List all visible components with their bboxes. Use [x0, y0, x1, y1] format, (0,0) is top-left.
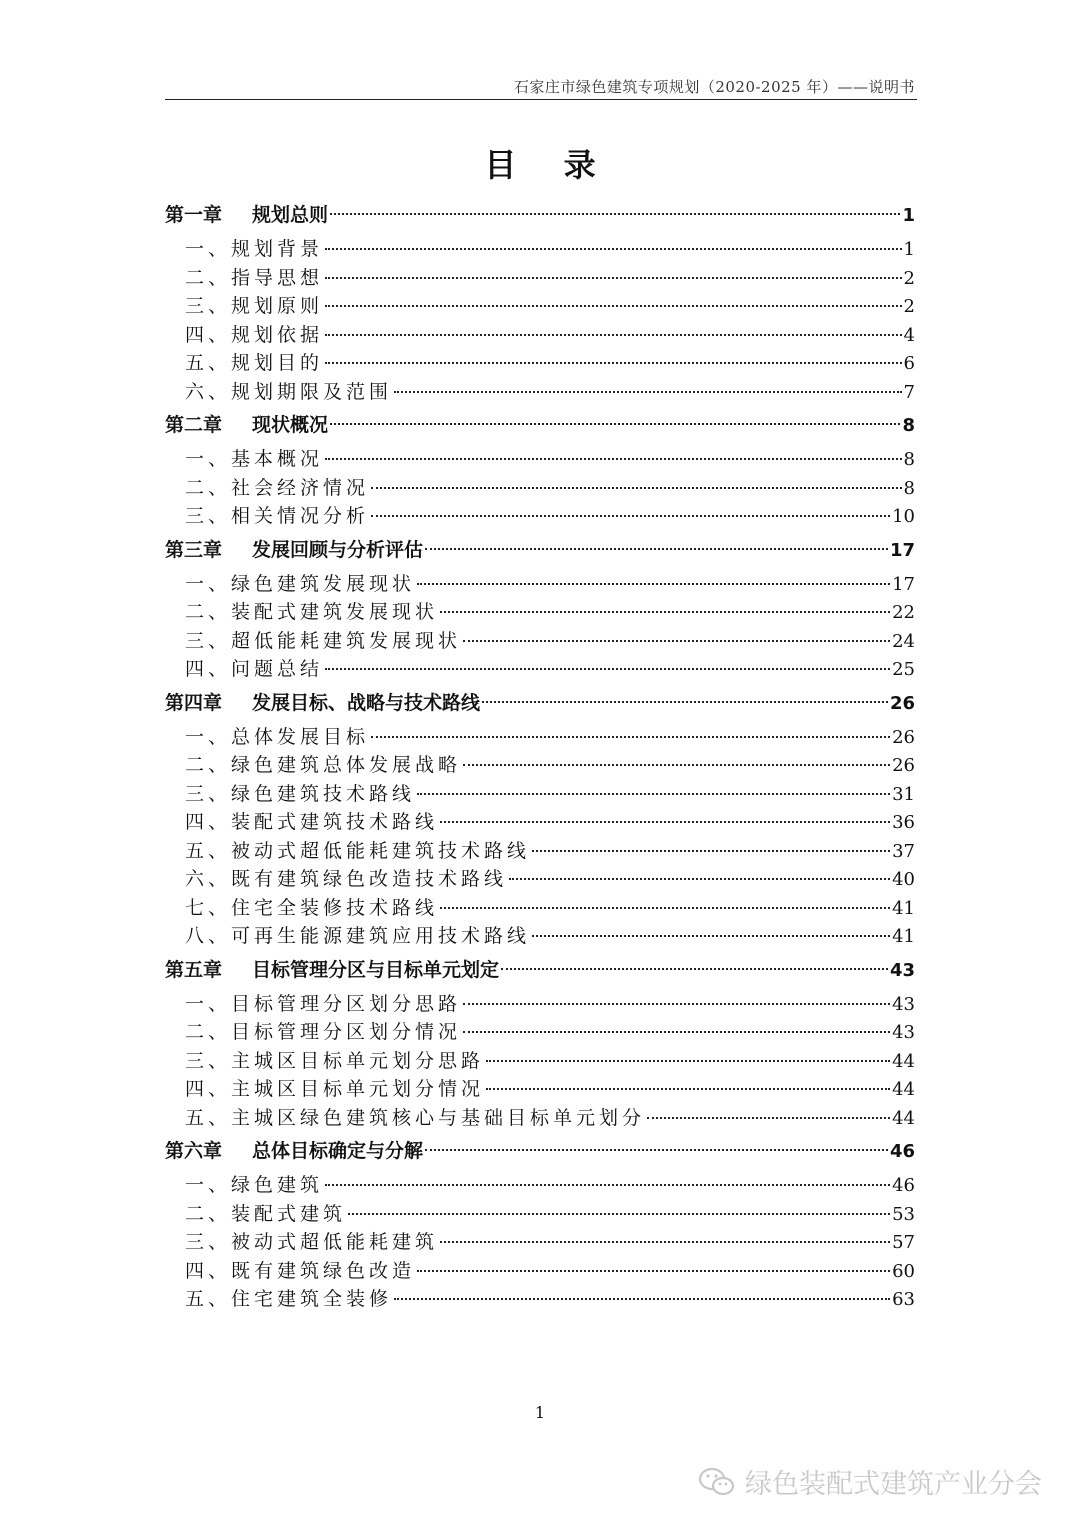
toc-section-row[interactable] [165, 502, 915, 531]
toc-page-number: 10 [892, 506, 915, 527]
toc-entry-label: 被动式超低能耗建筑技术路线 [231, 839, 531, 862]
dot-leader [532, 850, 890, 852]
toc-entry-number: 一、 [185, 725, 232, 748]
dot-leader [325, 334, 902, 336]
toc-section-row[interactable] [165, 1075, 915, 1104]
toc-entry-label: 目标管理分区划分思路 [231, 992, 462, 1015]
dot-leader [330, 423, 900, 425]
toc-page-number: 37 [892, 840, 915, 862]
toc-entry-label: 可再生能源建筑应用技术路线 [231, 925, 531, 947]
toc-section-row[interactable] [165, 1104, 915, 1133]
toc-entry-label: 社会经济情况 [231, 476, 370, 499]
toc-entry-number: 四、 [185, 658, 232, 680]
toc-entry-number: 七、 [185, 896, 232, 919]
toc-section-row[interactable] [165, 1018, 915, 1047]
dot-leader [501, 968, 888, 970]
toc-section-row[interactable] [165, 570, 915, 599]
toc-page-number: 8 [903, 449, 915, 470]
toc-entry-label: 规划背景 [231, 238, 324, 260]
toc-page-number: 7 [903, 381, 915, 403]
toc-page-number: 17 [889, 539, 915, 561]
toc-entry-number: 二、 [185, 1021, 232, 1043]
toc-section-row[interactable] [165, 349, 915, 378]
toc-section-row[interactable] [165, 990, 915, 1019]
toc-entry-number: 二、 [185, 1202, 232, 1225]
toc-entry-label: 相关情况分析 [231, 505, 370, 527]
dot-leader [463, 640, 890, 642]
dot-leader [325, 458, 902, 460]
dot-leader [532, 935, 890, 937]
toc-page-number: 63 [892, 1289, 915, 1310]
toc-page-number: 53 [892, 1203, 915, 1225]
dot-leader [325, 1184, 890, 1186]
toc-entry-number: 一、 [185, 238, 232, 260]
toc-entry-number: 四、 [185, 323, 232, 346]
toc-section-row[interactable] [165, 445, 915, 474]
toc-entry-number: 三、 [185, 782, 232, 805]
toc-chapter-row[interactable] [165, 196, 915, 235]
toc-entry-number: 第一章 [165, 204, 223, 226]
dot-leader [325, 305, 902, 307]
toc-entry-number: 六、 [185, 380, 232, 403]
toc-chapter-row[interactable] [165, 951, 915, 990]
toc-entry-number: 四、 [185, 1259, 232, 1282]
dot-leader [425, 548, 888, 550]
toc-entry-number: 第五章 [165, 958, 223, 981]
toc-section-row[interactable] [165, 378, 915, 407]
toc-entry-label: 规划目的 [231, 352, 324, 374]
dot-leader [425, 1149, 888, 1151]
toc-page-number: 26 [892, 726, 915, 748]
toc-page-number: 46 [889, 1141, 915, 1162]
toc-entry-label: 装配式建筑发展现状 [231, 601, 439, 623]
toc-section-row[interactable] [165, 751, 915, 780]
toc-page-number: 8 [903, 477, 915, 499]
toc-entry-number: 一、 [185, 992, 232, 1015]
toc-entry-label: 主城区目标单元划分思路 [231, 1049, 485, 1072]
toc-chapter-row[interactable] [165, 531, 915, 570]
toc-chapter-row[interactable] [165, 1132, 915, 1171]
toc-entry-number: 五、 [185, 839, 232, 862]
dot-leader [330, 213, 900, 215]
dot-leader [325, 362, 902, 364]
watermark [697, 1462, 1042, 1501]
running-header: 石家庄市绿色建筑专项规划（2020-2025 年）——说明书 [513, 78, 915, 96]
toc-entry-number: 第三章 [165, 538, 223, 561]
toc-entry-number: 一、 [185, 572, 232, 595]
toc-entry-number: 二、 [185, 266, 232, 289]
toc-entry-label: 绿色建筑技术路线 [231, 782, 416, 805]
toc-entry-label: 住宅全装修技术路线 [231, 896, 439, 919]
header-rule [165, 99, 917, 100]
toc-entry-label: 主城区目标单元划分情况 [231, 1078, 485, 1100]
toc-entry-number: 三、 [185, 1049, 232, 1072]
toc-section-row[interactable] [165, 780, 915, 809]
toc-entry-number: 一、 [185, 448, 232, 470]
toc-page-number: 36 [892, 812, 915, 833]
toc-page-number: 44 [892, 1079, 915, 1100]
toc-entry-label: 规划总则 [252, 204, 329, 226]
toc-page-number: 60 [892, 1260, 915, 1282]
toc-section-row[interactable] [165, 264, 915, 293]
toc-page-number: 1 [903, 239, 915, 260]
dot-leader [325, 277, 902, 279]
wechat-icon [697, 1465, 737, 1499]
dot-leader [463, 1031, 890, 1033]
toc-entry-label: 规划依据 [231, 323, 324, 346]
toc-entry-label: 总体发展目标 [231, 725, 370, 748]
toc-entry-label: 既有建筑绿色改造 [231, 1259, 416, 1282]
toc-entry-number: 三、 [185, 505, 232, 527]
toc-entry-label: 规划原则 [231, 295, 324, 317]
dot-leader [394, 391, 902, 393]
toc-entry-label: 规划期限及范围 [231, 380, 393, 403]
toc-entry-number: 五、 [185, 352, 232, 374]
toc-page-number: 2 [903, 267, 915, 289]
toc-entry-number: 五、 [185, 1106, 232, 1129]
toc-entry-number: 二、 [185, 601, 232, 623]
toc-section-row[interactable] [165, 1200, 915, 1229]
toc-section-row[interactable] [165, 598, 915, 627]
page-number: 1 [534, 1403, 546, 1422]
toc-entry-number: 五、 [185, 1288, 232, 1310]
toc-section-row[interactable] [165, 1257, 915, 1286]
table-of-contents [165, 196, 915, 1314]
toc-entry-label: 装配式建筑 [231, 1202, 347, 1225]
toc-page-number: 41 [892, 926, 915, 947]
toc-entry-label: 目标管理分区划分情况 [231, 1021, 462, 1043]
dot-leader [417, 1270, 890, 1272]
page-title: 目 录 [484, 146, 614, 184]
toc-entry-number: 八、 [185, 925, 232, 947]
toc-page-number: 26 [889, 692, 915, 714]
toc-page-number: 43 [892, 1022, 915, 1043]
dot-leader [417, 793, 890, 795]
toc-section-row[interactable] [165, 292, 915, 321]
toc-entry-number: 四、 [185, 1078, 232, 1100]
toc-entry-label: 发展回顾与分析评估 [252, 538, 424, 561]
toc-page-number: 31 [892, 783, 915, 805]
dot-leader [325, 248, 902, 250]
toc-page-number: 25 [892, 659, 915, 680]
toc-page-number: 17 [892, 573, 915, 595]
toc-entry-label: 主城区绿色建筑核心与基础目标单元划分 [231, 1106, 646, 1129]
dot-leader [647, 1117, 890, 1119]
dot-leader [482, 701, 888, 703]
toc-page-number: 4 [903, 324, 915, 346]
toc-section-row[interactable] [165, 922, 915, 951]
toc-page-number: 40 [892, 869, 915, 890]
toc-entry-label: 绿色建筑 [231, 1174, 324, 1196]
watermark-text: 绿色装配式建筑产业分会 [745, 1469, 1042, 1500]
toc-page-number: 2 [903, 296, 915, 317]
toc-entry-number: 四、 [185, 811, 232, 833]
toc-section-row[interactable] [165, 321, 915, 350]
toc-chapter-row[interactable] [165, 684, 915, 723]
toc-entry-number: 三、 [185, 1231, 232, 1253]
dot-leader [440, 1241, 890, 1243]
toc-entry-number: 二、 [185, 476, 232, 499]
toc-section-row[interactable] [165, 1228, 915, 1257]
toc-entry-label: 被动式超低能耗建筑 [231, 1231, 439, 1253]
toc-section-row[interactable] [165, 627, 915, 656]
toc-section-row[interactable] [165, 235, 915, 264]
dot-leader [348, 1213, 890, 1215]
toc-section-row[interactable] [165, 1171, 915, 1200]
toc-entry-label: 装配式建筑技术路线 [231, 811, 439, 833]
toc-entry-label: 总体目标确定与分解 [252, 1140, 424, 1162]
toc-entry-label: 既有建筑绿色改造技术路线 [231, 868, 508, 890]
toc-entry-label: 发展目标、战略与技术路线 [252, 691, 481, 714]
dot-leader [394, 1298, 890, 1300]
toc-section-row[interactable] [165, 865, 915, 894]
toc-entry-label: 指导思想 [231, 266, 324, 289]
toc-page-number: 44 [892, 1107, 915, 1129]
toc-page-number: 8 [902, 415, 915, 436]
toc-entry-label: 现状概况 [252, 414, 329, 436]
toc-section-row[interactable] [165, 723, 915, 752]
toc-page-number: 43 [889, 959, 915, 981]
toc-entry-label: 目标管理分区与目标单元划定 [252, 958, 500, 981]
dot-leader [440, 611, 890, 613]
toc-entry-number: 第六章 [165, 1140, 223, 1162]
dot-leader [371, 736, 890, 738]
toc-entry-label: 住宅建筑全装修 [231, 1288, 393, 1310]
toc-entry-label: 绿色建筑总体发展战略 [231, 754, 462, 776]
toc-page-number: 6 [903, 353, 915, 374]
toc-page-number: 26 [892, 755, 915, 776]
dot-leader [371, 487, 902, 489]
toc-section-row[interactable] [165, 474, 915, 503]
dot-leader [440, 821, 890, 823]
toc-page-number: 22 [892, 602, 915, 623]
dot-leader [463, 764, 890, 766]
dot-leader [486, 1060, 890, 1062]
dot-leader [325, 668, 890, 670]
toc-page-number: 1 [902, 205, 915, 226]
toc-entry-number: 一、 [185, 1174, 232, 1196]
toc-entry-label: 绿色建筑发展现状 [231, 572, 416, 595]
dot-leader [486, 1088, 890, 1090]
toc-entry-number: 三、 [185, 629, 232, 652]
toc-page-number: 24 [892, 630, 915, 652]
toc-entry-number: 二、 [185, 754, 232, 776]
dot-leader [371, 515, 890, 517]
toc-entry-label: 基本概况 [231, 448, 324, 470]
toc-section-row[interactable] [165, 655, 915, 684]
toc-page-number: 46 [892, 1175, 915, 1196]
toc-page-number: 44 [892, 1050, 915, 1072]
toc-entry-number: 第四章 [165, 691, 223, 714]
toc-section-row[interactable] [165, 894, 915, 923]
toc-entry-label: 问题总结 [231, 658, 324, 680]
toc-entry-number: 第二章 [165, 414, 223, 436]
dot-leader [509, 878, 890, 880]
toc-page-number: 43 [892, 993, 915, 1015]
toc-section-row[interactable] [165, 1285, 915, 1314]
toc-page-number: 57 [892, 1232, 915, 1253]
dot-leader [463, 1003, 890, 1005]
toc-page-number: 41 [892, 897, 915, 919]
toc-entry-number: 六、 [185, 868, 232, 890]
toc-section-row[interactable] [165, 1047, 915, 1076]
toc-section-row[interactable] [165, 808, 915, 837]
dot-leader [440, 907, 890, 909]
toc-entry-label: 超低能耗建筑发展现状 [231, 629, 462, 652]
toc-section-row[interactable] [165, 837, 915, 866]
toc-entry-number: 三、 [185, 295, 232, 317]
dot-leader [417, 583, 890, 585]
toc-chapter-row[interactable] [165, 406, 915, 445]
